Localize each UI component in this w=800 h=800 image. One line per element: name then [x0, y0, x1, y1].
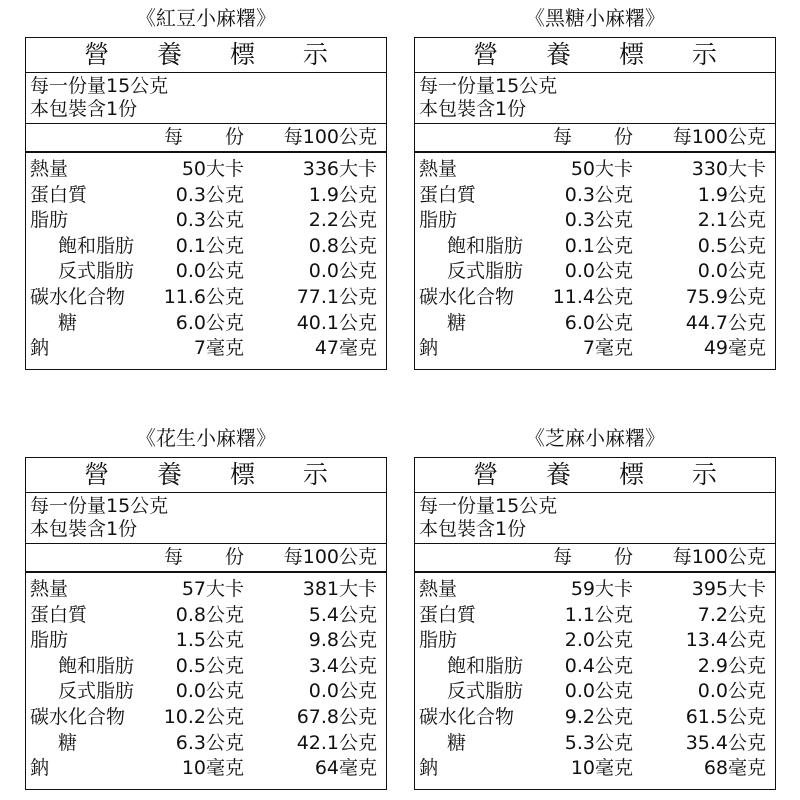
nutrition-label	[414, 457, 776, 790]
nutrient-per-100g: 44.7公克	[685, 311, 766, 334]
nutrient-name: 飽和脂肪	[447, 654, 524, 677]
serving-size: 每一份量15公克	[419, 75, 558, 97]
header-per-100g: 每100公克	[283, 126, 377, 148]
label-caption: 《紅豆小麻糬》	[136, 6, 276, 30]
nutrient-per-serving: 1.5公克	[175, 629, 244, 652]
servings-per-package: 本包裝含1份	[419, 518, 527, 540]
serving-info	[415, 493, 775, 544]
nutrient-name: 蛋白質	[30, 183, 88, 206]
nutrient-row	[26, 336, 386, 362]
nutrient-name: 反式脂肪	[447, 680, 524, 703]
servings-per-package: 本包裝含1份	[30, 98, 138, 120]
nutrient-row	[415, 208, 775, 234]
nutrient-row	[26, 285, 386, 311]
nutrient-row	[26, 208, 386, 234]
label-block-peanut	[25, 423, 387, 790]
nutrient-per-100g: 0.5公克	[697, 234, 766, 257]
nutrient-name: 糖	[447, 311, 467, 334]
serving-size: 每一份量15公克	[30, 495, 169, 517]
nutrient-per-100g: 2.1公克	[697, 209, 766, 232]
nutrient-name: 鈉	[419, 757, 439, 780]
label-title: 營 養 標 示	[26, 458, 386, 493]
servings-per-package: 本包裝含1份	[30, 518, 138, 540]
nutrient-name: 熱量	[30, 578, 69, 600]
nutrient-per-serving: 10.2公克	[163, 705, 244, 728]
nutrient-row	[26, 603, 386, 629]
label-caption: 《芝麻小麻糬》	[525, 426, 665, 450]
nutrient-name: 飽和脂肪	[58, 654, 135, 677]
header-per-100g: 每100公克	[672, 546, 766, 568]
label-caption: 《黑糖小麻糬》	[525, 6, 665, 30]
nutrient-per-serving: 0.0公克	[175, 680, 244, 703]
nutrient-row	[26, 234, 386, 260]
label-block-red-bean	[25, 3, 387, 370]
nutrient-per-serving: 0.3公克	[175, 183, 244, 206]
header-per-serving: 每 份	[163, 546, 262, 568]
nutrient-per-100g: 5.4公克	[308, 603, 377, 626]
nutrition-label	[414, 37, 776, 370]
column-header-row	[415, 544, 775, 573]
nutrient-row	[26, 756, 386, 782]
nutrient-per-serving: 57大卡	[181, 578, 244, 600]
label-title: 營 養 標 示	[415, 458, 775, 493]
nutrient-row	[415, 259, 775, 285]
nutrient-per-serving: 50大卡	[570, 158, 633, 180]
nutrient-row	[26, 577, 386, 603]
nutrient-per-100g: 2.9公克	[697, 654, 766, 677]
nutrient-per-100g: 0.0公克	[697, 680, 766, 703]
nutrient-name: 碳水化合物	[30, 705, 126, 728]
nutrient-per-serving: 0.8公克	[175, 603, 244, 626]
nutrient-name: 糖	[58, 731, 78, 754]
nutrient-per-serving: 0.0公克	[564, 680, 633, 703]
nutrient-per-100g: 68毫克	[703, 757, 766, 780]
nutrient-name: 鈉	[419, 337, 439, 360]
nutrient-row	[26, 628, 386, 654]
nutrient-per-serving: 6.0公克	[175, 311, 244, 334]
nutrient-name: 反式脂肪	[58, 680, 135, 703]
nutrient-per-serving: 5.3公克	[564, 731, 633, 754]
nutrient-row	[415, 285, 775, 311]
nutrient-row	[26, 183, 386, 209]
nutrient-per-100g: 2.2公克	[308, 209, 377, 232]
nutrient-row	[415, 234, 775, 260]
nutrient-row	[26, 705, 386, 731]
nutrient-rows	[415, 153, 775, 362]
nutrient-name: 反式脂肪	[447, 260, 524, 283]
column-header-row	[415, 124, 775, 153]
nutrient-per-100g: 13.4公克	[685, 629, 766, 652]
nutrient-per-100g: 0.8公克	[308, 234, 377, 257]
nutrient-name: 蛋白質	[419, 183, 477, 206]
header-per-serving: 每 份	[552, 126, 651, 148]
nutrient-per-serving: 0.4公克	[564, 654, 633, 677]
nutrient-per-100g: 64毫克	[314, 757, 377, 780]
header-per-serving: 每 份	[552, 546, 651, 568]
nutrient-row	[415, 603, 775, 629]
nutrient-row	[415, 157, 775, 183]
nutrient-per-100g: 7.2公克	[697, 603, 766, 626]
nutrient-row	[26, 731, 386, 757]
nutrient-name: 碳水化合物	[419, 285, 515, 308]
nutrient-per-100g: 42.1公克	[296, 731, 377, 754]
nutrient-per-100g: 0.0公克	[697, 260, 766, 283]
nutrient-per-serving: 7毫克	[582, 337, 633, 360]
nutrient-per-serving: 50大卡	[181, 158, 244, 180]
nutrient-row	[415, 336, 775, 362]
nutrient-name: 鈉	[30, 757, 50, 780]
nutrient-name: 糖	[58, 311, 78, 334]
nutrient-per-serving: 6.3公克	[175, 731, 244, 754]
nutrient-row	[415, 731, 775, 757]
nutrient-row	[415, 628, 775, 654]
nutrient-name: 脂肪	[30, 209, 69, 232]
nutrient-name: 熱量	[419, 578, 458, 600]
nutrient-name: 脂肪	[419, 629, 458, 652]
nutrient-row	[415, 183, 775, 209]
nutrient-name: 反式脂肪	[58, 260, 135, 283]
nutrient-row	[26, 654, 386, 680]
serving-info	[26, 73, 386, 124]
label-block-brown-sugar	[414, 3, 776, 370]
nutrient-name: 熱量	[419, 158, 458, 180]
nutrient-row	[26, 311, 386, 337]
nutrient-name: 飽和脂肪	[58, 234, 135, 257]
nutrient-name: 蛋白質	[419, 603, 477, 626]
nutrient-name: 脂肪	[419, 209, 458, 232]
nutrient-per-100g: 49毫克	[703, 337, 766, 360]
nutrient-per-100g: 381大卡	[302, 578, 377, 600]
nutrient-per-100g: 3.4公克	[308, 654, 377, 677]
nutrient-per-100g: 0.0公克	[308, 680, 377, 703]
nutrient-per-100g: 47毫克	[314, 337, 377, 360]
serving-info	[26, 493, 386, 544]
nutrient-name: 鈉	[30, 337, 50, 360]
nutrition-label	[25, 37, 387, 370]
nutrient-per-serving: 10毫克	[181, 757, 244, 780]
nutrient-rows	[26, 573, 386, 782]
nutrient-per-serving: 1.1公克	[564, 603, 633, 626]
header-per-100g: 每100公克	[672, 126, 766, 148]
nutrient-per-serving: 59大卡	[570, 578, 633, 600]
nutrient-row	[26, 259, 386, 285]
nutrient-per-100g: 67.8公克	[296, 705, 377, 728]
nutrient-per-100g: 330大卡	[691, 158, 766, 180]
nutrient-name: 脂肪	[30, 629, 69, 652]
nutrient-per-serving: 7毫克	[193, 337, 244, 360]
nutrient-per-100g: 77.1公克	[296, 285, 377, 308]
nutrient-per-serving: 0.0公克	[175, 260, 244, 283]
nutrient-name: 蛋白質	[30, 603, 88, 626]
nutrient-rows	[26, 153, 386, 362]
nutrient-per-serving: 11.6公克	[163, 285, 244, 308]
nutrient-per-100g: 35.4公克	[685, 731, 766, 754]
nutrient-per-serving: 0.3公克	[175, 209, 244, 232]
nutrient-row	[415, 311, 775, 337]
label-title: 營 養 標 示	[415, 38, 775, 73]
nutrient-per-100g: 1.9公克	[697, 183, 766, 206]
nutrient-row	[415, 679, 775, 705]
nutrient-per-100g: 0.0公克	[308, 260, 377, 283]
nutrient-rows	[415, 573, 775, 782]
nutrient-per-serving: 0.5公克	[175, 654, 244, 677]
nutrient-per-100g: 61.5公克	[685, 705, 766, 728]
label-block-sesame	[414, 423, 776, 790]
header-per-serving: 每 份	[163, 126, 262, 148]
nutrient-row	[415, 705, 775, 731]
column-header-row	[26, 124, 386, 153]
nutrient-row	[415, 756, 775, 782]
nutrient-name: 飽和脂肪	[447, 234, 524, 257]
serving-info	[415, 73, 775, 124]
label-title: 營 養 標 示	[26, 38, 386, 73]
nutrient-name: 碳水化合物	[30, 285, 126, 308]
nutrient-per-serving: 0.0公克	[564, 260, 633, 283]
nutrient-per-100g: 395大卡	[691, 578, 766, 600]
serving-size: 每一份量15公克	[30, 75, 169, 97]
servings-per-package: 本包裝含1份	[419, 98, 527, 120]
nutrient-per-serving: 6.0公克	[564, 311, 633, 334]
nutrient-per-serving: 11.4公克	[552, 285, 633, 308]
label-caption: 《花生小麻糬》	[136, 426, 276, 450]
column-header-row	[26, 544, 386, 573]
nutrient-name: 糖	[447, 731, 467, 754]
header-per-100g: 每100公克	[283, 546, 377, 568]
nutrient-name: 碳水化合物	[419, 705, 515, 728]
nutrient-row	[415, 577, 775, 603]
nutrient-per-serving: 2.0公克	[564, 629, 633, 652]
nutrient-per-100g: 336大卡	[302, 158, 377, 180]
nutrient-per-serving: 10毫克	[570, 757, 633, 780]
nutrient-per-100g: 75.9公克	[685, 285, 766, 308]
nutrient-per-serving: 0.1公克	[564, 234, 633, 257]
nutrition-label	[25, 457, 387, 790]
nutrient-row	[26, 679, 386, 705]
serving-size: 每一份量15公克	[419, 495, 558, 517]
nutrient-per-serving: 0.3公克	[564, 183, 633, 206]
nutrient-per-serving: 0.1公克	[175, 234, 244, 257]
nutrient-row	[415, 654, 775, 680]
nutrient-per-100g: 1.9公克	[308, 183, 377, 206]
nutrient-per-100g: 9.8公克	[308, 629, 377, 652]
nutrient-row	[26, 157, 386, 183]
nutrient-per-serving: 9.2公克	[564, 705, 633, 728]
nutrient-per-serving: 0.3公克	[564, 209, 633, 232]
nutrient-per-100g: 40.1公克	[296, 311, 377, 334]
nutrient-name: 熱量	[30, 158, 69, 180]
